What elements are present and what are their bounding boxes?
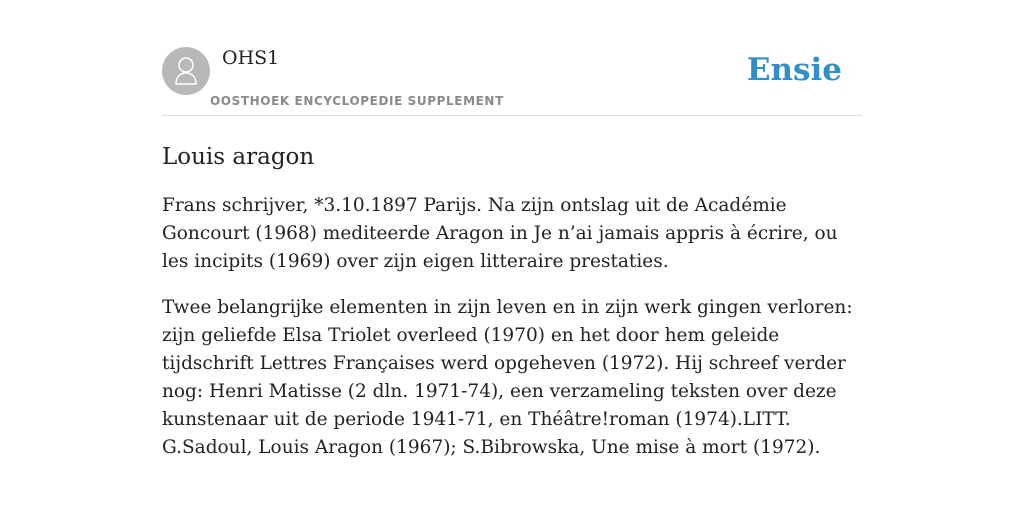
paragraph: Twee belangrijke elementen in zijn leven en in zijn werk gingen verloren: zijn geliefde Elsa Triolet overleed (1970) en het door hem geleide tijdschrift Lettres Françaises werd opgeheven (1972). Hij schreef verder nog: Henri Matisse (2 dln. 1971-74), een verzameling teksten over deze kunstenaar uit de periode 1941-71, en Théâtre!roman (1974).LITT. G.Sadoul, Louis Aragon (1967); S.Bibrowska, Une mise à mort (1972).: [162, 297, 853, 458]
entry-body: [162, 192, 862, 462]
entry-header: [162, 40, 862, 116]
author-name[interactable]: OHS1: [222, 47, 280, 69]
entry-card: [162, 40, 862, 462]
user-avatar-icon[interactable]: [162, 47, 210, 95]
source-label[interactable]: OOSTHOEK ENCYCLOPEDIE SUPPLEMENT: [210, 94, 504, 108]
paragraph: Frans schrijver, *3.10.1897 Parijs. Na zijn ontslag uit de Académie Goncourt (1968) mediteerde Aragon in Je n’ai jamais appris à écrire, ou les incipits (1969) over zijn eigen litteraire prestaties.: [162, 195, 838, 272]
brand-logo[interactable]: Ensie: [746, 52, 842, 88]
entry-title: Louis aragon: [162, 144, 315, 170]
person-outline-icon: [162, 47, 210, 95]
